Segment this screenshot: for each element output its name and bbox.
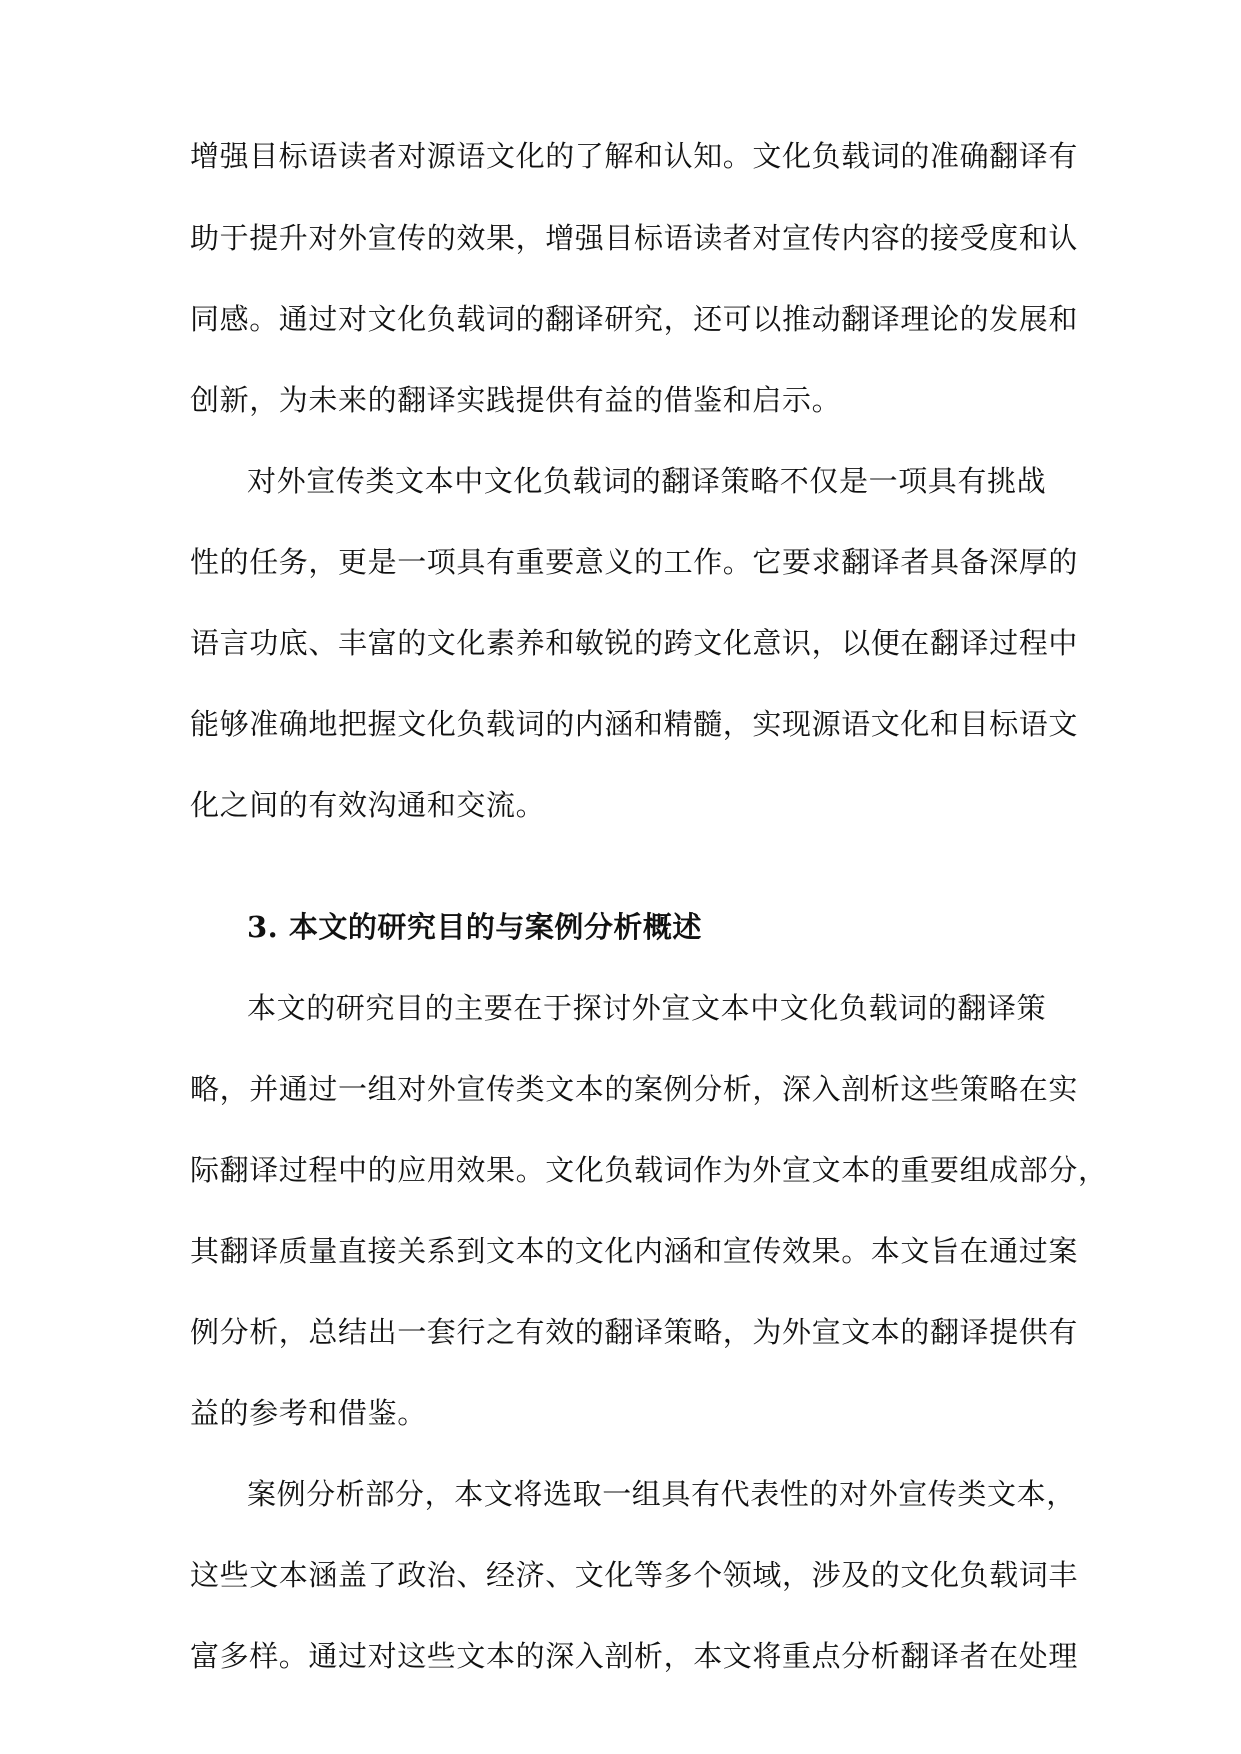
paragraph-4-line-1: 案例分析部分，本文将选取一组具有代表性的对外宣传类文本， [247, 1477, 1076, 1511]
paragraph-1-line-2: 助于提升对外宣传的效果，增强目标语读者对宣传内容的接受度和认 [190, 221, 1079, 255]
paragraph-4-line-2: 这些文本涵盖了政治、经济、文化等多个领域，涉及的文化负载词丰 [190, 1558, 1079, 1592]
paragraph-2-line-4: 能够准确地把握文化负载词的内涵和精髓，实现源语文化和目标语文 [190, 707, 1079, 741]
paragraph-3-line-1: 本文的研究目的主要在于探讨外宣文本中文化负载词的翻译策 [247, 991, 1047, 1025]
paragraph-2-line-2: 性的任务，更是一项具有重要意义的工作。它要求翻译者具备深厚的 [190, 545, 1079, 579]
paragraph-3-line-5: 例分析，总结出一套行之有效的翻译策略，为外宣文本的翻译提供有 [190, 1315, 1079, 1349]
paragraph-1-line-3: 同感。通过对文化负载词的翻译研究，还可以推动翻译理论的发展和 [190, 302, 1079, 336]
paragraph-3-line-2: 略，并通过一组对外宣传类文本的案例分析，深入剖析这些策略在实 [190, 1072, 1079, 1106]
paragraph-2-line-3: 语言功底、丰富的文化素养和敏锐的跨文化意识，以便在翻译过程中 [190, 626, 1079, 660]
paragraph-2-line-5: 化之间的有效沟通和交流。 [190, 788, 546, 822]
paragraph-3-line-3: 际翻译过程中的应用效果。文化负载词作为外宣文本的重要组成部分， [190, 1153, 1108, 1187]
paragraph-3-line-6: 益的参考和借鉴。 [190, 1396, 427, 1430]
paragraph-1-line-4: 创新，为未来的翻译实践提供有益的借鉴和启示。 [190, 383, 842, 417]
paragraph-2-line-1: 对外宣传类文本中文化负载词的翻译策略不仅是一项具有挑战 [247, 464, 1047, 498]
section-heading: 3. 本文的研究目的与案例分析概述 [247, 910, 702, 944]
paragraph-1-line-1: 增强目标语读者对源语文化的了解和认知。文化负载词的准确翻译有 [190, 139, 1079, 173]
paragraph-4-line-3: 富多样。通过对这些文本的深入剖析，本文将重点分析翻译者在处理 [190, 1639, 1079, 1673]
paragraph-3-line-4: 其翻译质量直接关系到文本的文化内涵和宣传效果。本文旨在通过案 [190, 1234, 1079, 1268]
